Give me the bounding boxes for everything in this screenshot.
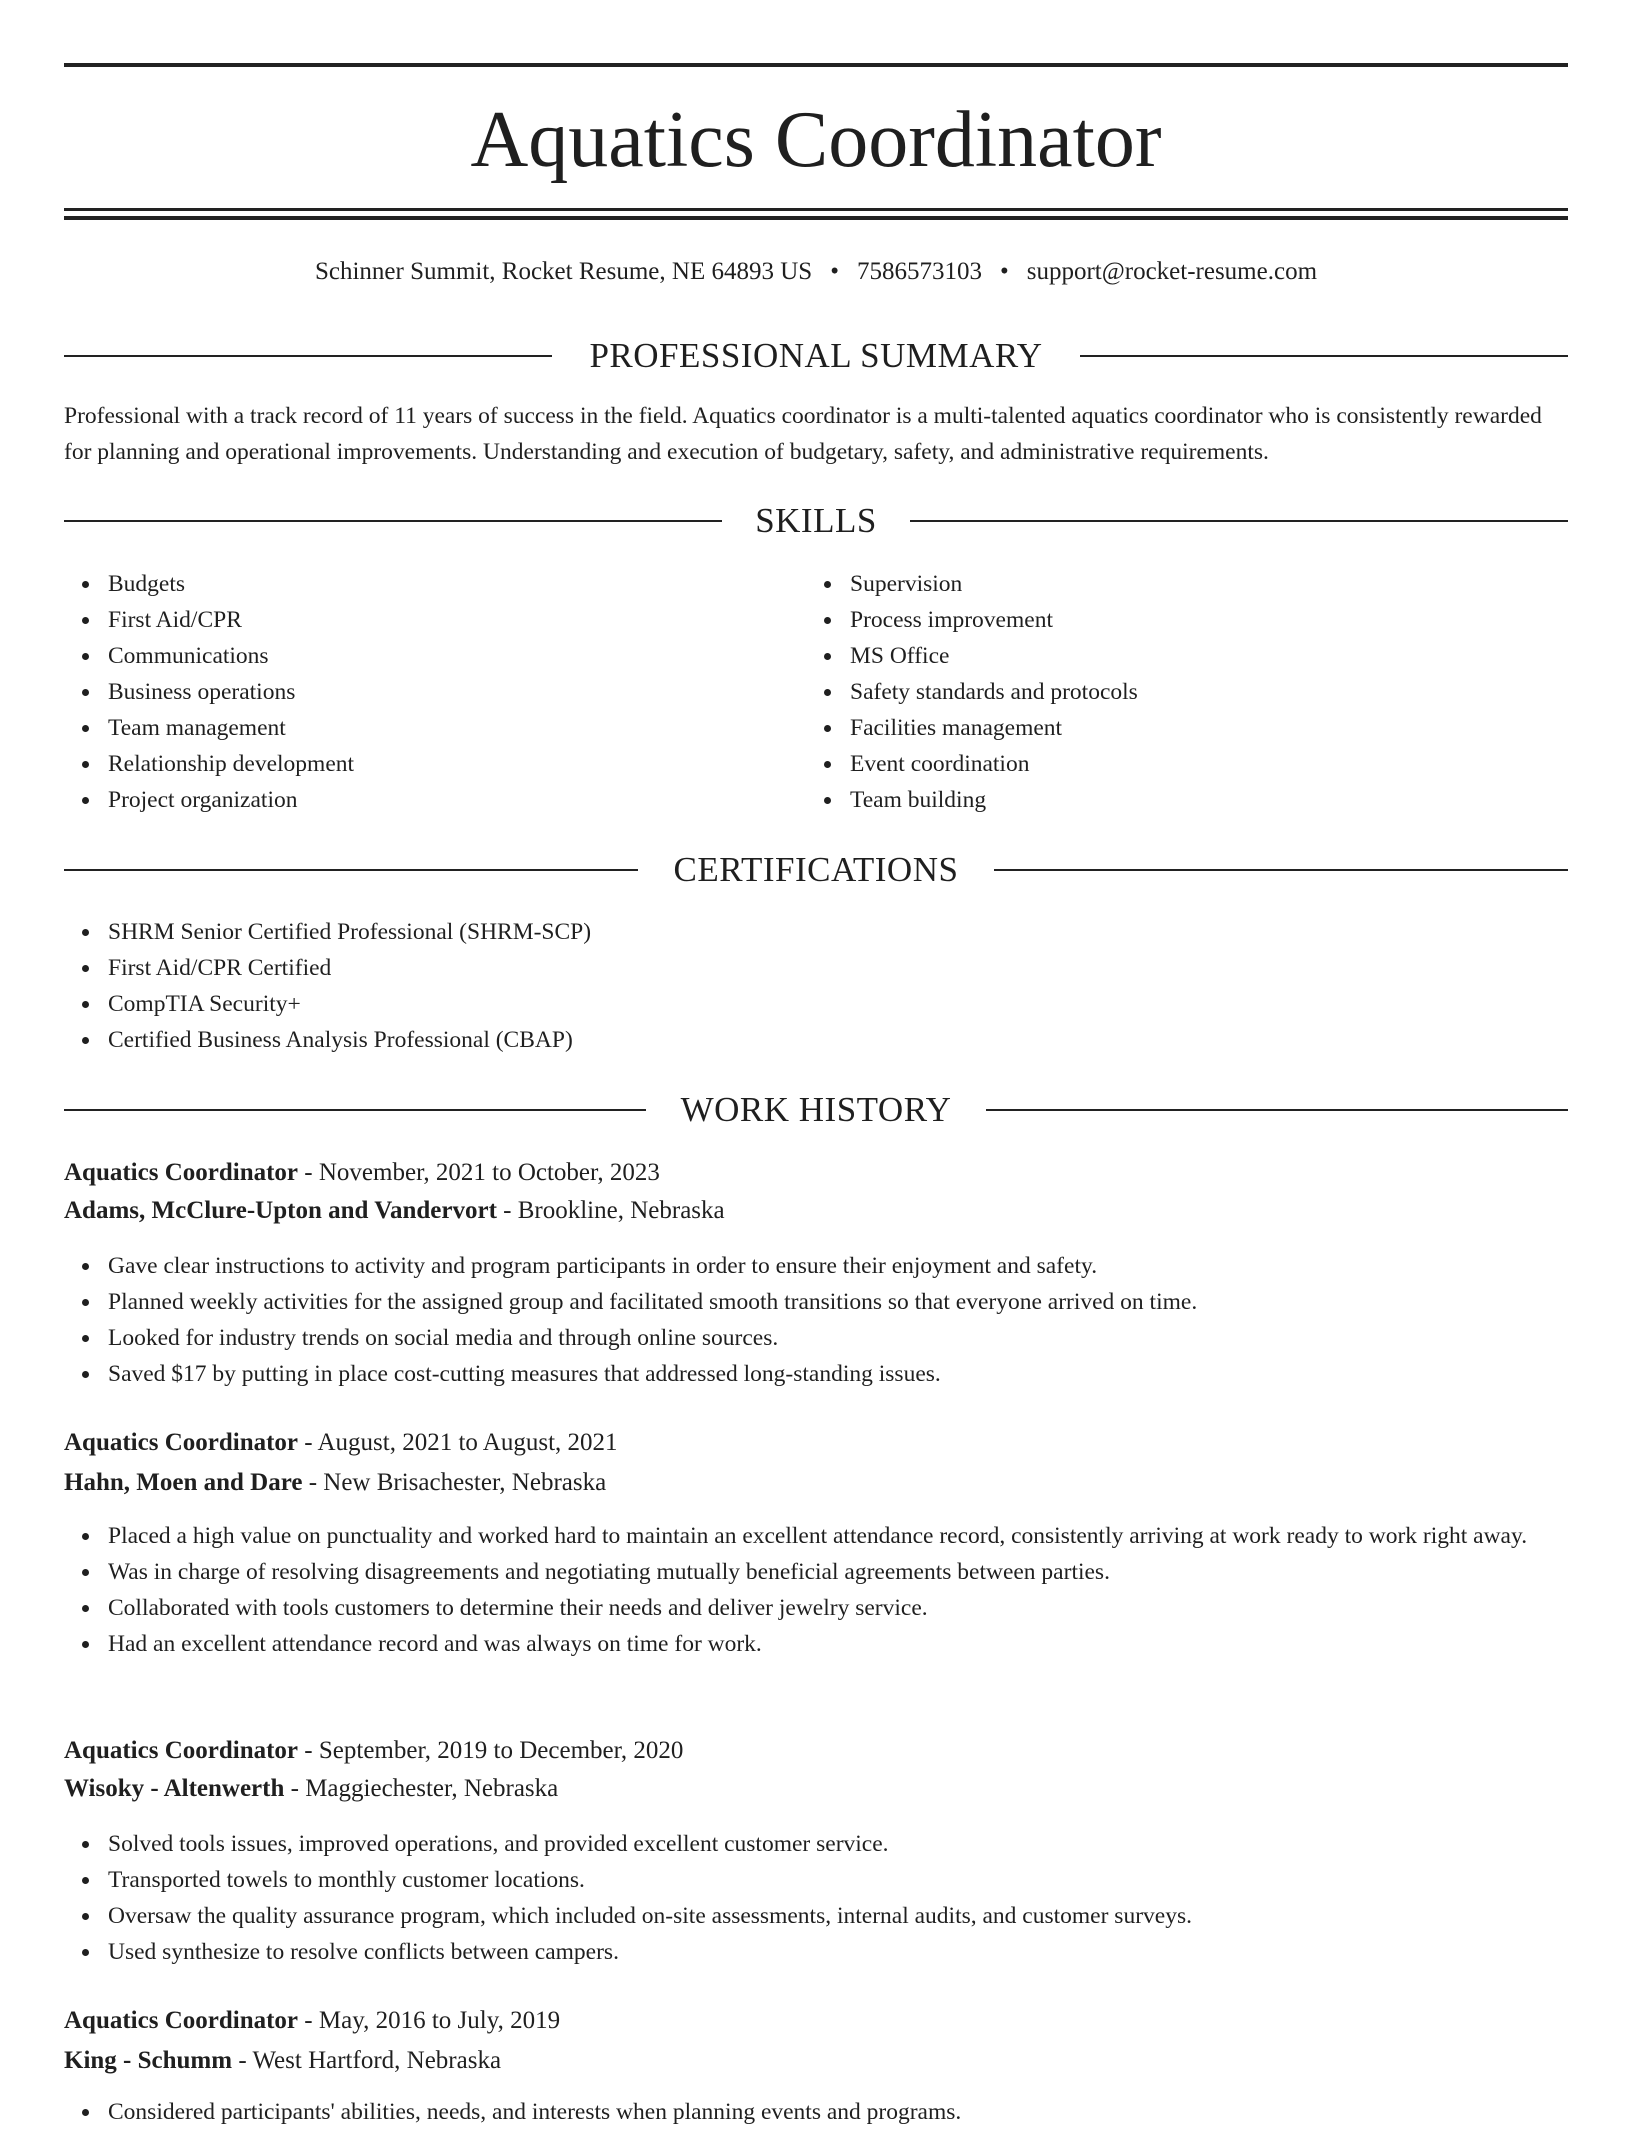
job-company: Hahn, Moen and Dare [64, 1469, 303, 1496]
contact-separator: • [830, 258, 839, 285]
job-dates: - September, 2019 to December, 2020 [298, 1737, 684, 1764]
job-bullet: Planned weekly activities for the assigned group and facilitated smooth transitions so that everyone arrived on time. [108, 1284, 1568, 1320]
job-bullet: Looked for industry trends on social media and through online sources. [108, 1320, 1568, 1356]
skill-item: Relationship development [108, 746, 808, 782]
job-bullet: Saved $17 by putting in place cost-cutting measures that addressed long-standing issues. [108, 1356, 1568, 1392]
job-company-line [64, 1466, 1568, 1500]
section-title: CERTIFICATIONS [673, 850, 959, 889]
skill-item: First Aid/CPR [108, 602, 808, 638]
job-bullet: Was in charge of resolving disagreements and negotiating mutually beneficial agreements between parties. [108, 1554, 1568, 1590]
job-title: Aquatics Coordinator [64, 1429, 299, 1456]
job-company-line [64, 1194, 1568, 1228]
job-dates: - August, 2021 to August, 2021 [298, 1429, 618, 1456]
job-company: Wisoky - Altenwerth [64, 1775, 285, 1802]
job-dates: - November, 2021 to October, 2023 [298, 1159, 660, 1186]
title-rule-upper [64, 208, 1568, 211]
job-bullet: Oversaw the quality assurance program, which included on-site assessments, internal audits, and customer surveys. [108, 1898, 1568, 1934]
skill-item: MS Office [850, 638, 1550, 674]
heading-rule-right [994, 869, 1568, 871]
job-company: Adams, McClure-Upton and Vandervort [64, 1197, 497, 1224]
job-title-line [64, 2004, 1568, 2038]
resume-title: Aquatics Coordinator [470, 96, 1162, 184]
top-rule [64, 63, 1568, 67]
title-rule-lower [64, 216, 1568, 220]
job-title-line [64, 1426, 1568, 1460]
section-title: SKILLS [755, 501, 877, 540]
job-bullets [64, 1518, 1568, 1662]
skill-item: Event coordination [850, 746, 1550, 782]
job-bullet: Gave clear instructions to activity and program participants in order to ensure their enjoyment and safety. [108, 1248, 1568, 1284]
job-company-line [64, 2044, 1568, 2078]
contact-separator: • [999, 258, 1009, 285]
skills-list-left [64, 566, 808, 818]
job-bullet: Considered participants' abilities, needs, and interests when planning events and programs. [108, 2094, 1568, 2130]
skill-item: Facilities management [850, 710, 1550, 746]
job-bullet: Collaborated with tools customers to determine their needs and deliver jewelry service. [108, 1590, 1568, 1626]
job-location: - Brookline, Nebraska [496, 1197, 725, 1224]
job-bullets [64, 2094, 1568, 2130]
contact-email: support@rocket-resume.com [1026, 258, 1318, 285]
skill-item: Team building [850, 782, 1550, 818]
job-bullet: Transported towels to monthly customer locations. [108, 1862, 1568, 1898]
skill-item: Supervision [850, 566, 1550, 602]
job-title: Aquatics Coordinator [64, 1159, 299, 1186]
summary-text: Professional with a track record of 11 years of success in the field. Aquatics coordinator is a multi-talented aquatics coordinator who is consistently rewarded for planning and operational improvements. Understanding and execution of budgetary, safety, and administrative requirements. [64, 403, 1542, 465]
job-title-line [64, 1156, 1568, 1190]
contact-address: Schinner Summit, Rocket Resume, NE 64893 US [314, 258, 813, 285]
skill-item: Budgets [108, 566, 808, 602]
job-title-line [64, 1734, 1568, 1768]
skill-item: Communications [108, 638, 808, 674]
heading-rule-right [910, 520, 1568, 522]
contact-phone: 7586573103 [856, 258, 982, 285]
skill-item: Business operations [108, 674, 808, 710]
skill-item: Project organization [108, 782, 808, 818]
skill-item: Process improvement [850, 602, 1550, 638]
job-company: King - Schumm [64, 2047, 233, 2074]
job-company-line [64, 1772, 1568, 1806]
section-heading-summary [64, 334, 1568, 378]
job-title: Aquatics Coordinator [64, 1737, 299, 1764]
job-bullet: Had an excellent attendance record and was always on time for work. [108, 1626, 1568, 1662]
section-heading-skills [64, 499, 1568, 543]
job-bullets [64, 1826, 1568, 1970]
heading-rule-right [986, 1109, 1568, 1111]
section-title: PROFESSIONAL SUMMARY [589, 336, 1043, 375]
job-bullet: Used synthesize to resolve conflicts between campers. [108, 1934, 1568, 1970]
job-location: - Maggiechester, Nebraska [284, 1775, 559, 1802]
section-title: WORK HISTORY [680, 1090, 952, 1129]
section-heading-work-history [64, 1088, 1568, 1132]
job-bullet: Solved tools issues, improved operations, and provided excellent customer service. [108, 1826, 1568, 1862]
skill-item: Team management [108, 710, 808, 746]
skills-list-right [806, 566, 1550, 818]
section-heading-certifications [64, 848, 1568, 892]
certifications-list [64, 914, 1568, 1058]
contact-line [64, 255, 1568, 289]
skill-item: Safety standards and protocols [850, 674, 1550, 710]
job-title: Aquatics Coordinator [64, 2007, 299, 2034]
job-bullets [64, 1248, 1568, 1392]
certification-item: CompTIA Security+ [108, 986, 1568, 1022]
certification-item: First Aid/CPR Certified [108, 950, 1568, 986]
certification-item: SHRM Senior Certified Professional (SHRM-SCP) [108, 914, 1568, 950]
job-location: - New Brisachester, Nebraska [302, 1469, 607, 1496]
job-location: - West Hartford, Nebraska [232, 2047, 502, 2074]
heading-rule-right [1080, 355, 1568, 357]
certification-item: Certified Business Analysis Professional (CBAP) [108, 1022, 1568, 1058]
job-dates: - May, 2016 to July, 2019 [298, 2007, 561, 2034]
job-bullet: Placed a high value on punctuality and worked hard to maintain an excellent attendance record, consistently arriving at work ready to work right away. [108, 1518, 1568, 1554]
